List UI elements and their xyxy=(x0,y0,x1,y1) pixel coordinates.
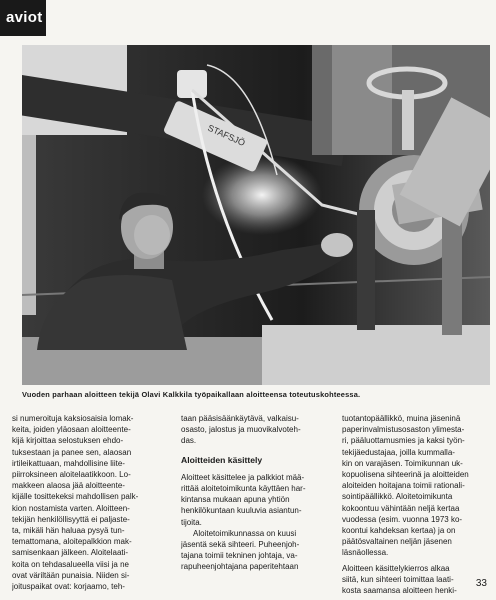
text-line: kijälle tosittekeksi mahdollisen palk- xyxy=(12,492,139,502)
section-subheading: Aloitteiden käsittely xyxy=(181,454,263,465)
section-title: aviot xyxy=(6,9,43,26)
text-line: taan pääsisäänkäytävä, valkaisu- xyxy=(181,414,299,423)
text-line: aloiteiden hoitajana toimii rationali- xyxy=(342,481,465,491)
text-line: vuodessa (esim. vuonna 1973 ko- xyxy=(342,514,463,524)
photo-caption: Vuoden parhaan aloitteen tekijä Olavi Kalkkila työpaikallaan aloitteensa toteutuskohteessa. xyxy=(22,390,361,399)
text-line: kijä kirjoittaa selostuksen ehdo- xyxy=(12,436,124,446)
text-line: tekijäedustajaa, joilla kummalla- xyxy=(342,447,455,457)
text-line: makkeen alaosa jää aloitteente- xyxy=(12,481,125,491)
text-line: kintansa mukaan apuna yhtiön xyxy=(181,495,290,505)
paragraph-1 xyxy=(12,413,162,592)
text-line: keita, joiden yläosaan aloitteente- xyxy=(12,425,131,435)
text-line: paperinvalmistusosaston ylimesta- xyxy=(342,425,465,435)
text-line: sointipäällikkö. Aloitetoimikunta xyxy=(342,492,453,502)
text-line: ri, pääluottamusmies ja kaksi työn- xyxy=(342,436,465,446)
text-line: Aloitteet käsittelee ja palkkiot mää- xyxy=(181,472,305,482)
text-line: das. xyxy=(181,436,197,446)
text-line: samisenkaan jälkeen. Aloitelaati- xyxy=(12,548,129,558)
text-line: koita on tehdasalueella viisi ja ne xyxy=(12,559,129,569)
text-line: rapuheenjohtajana paperitehtaan xyxy=(181,562,299,572)
text-line: kin on varajäsen. Toimikunnan uk- xyxy=(342,458,463,468)
text-line: päätösvaltainen neljän jäsenen xyxy=(342,537,452,547)
article-column-1 xyxy=(12,413,162,592)
paragraph-3 xyxy=(181,528,331,573)
text-line: ovat väriltään punaisia. Niiden si- xyxy=(12,570,130,580)
text-line: koontui kahdeksan kertaa) ja on xyxy=(342,526,456,536)
text-line: osasto, jalostus ja muovikalvoteh- xyxy=(181,425,301,435)
photo-illustration xyxy=(22,45,490,385)
text-line: tuotantopäällikkö, muina jäseninä xyxy=(342,414,461,423)
text-line: kion nostamista varten. Aloitteen- xyxy=(12,503,130,513)
text-line: irtileikattuaan, mahdollisine liite- xyxy=(12,458,125,468)
article-column-3 xyxy=(342,413,492,596)
text-line: kosta saamansa aloitteen henki- xyxy=(342,586,457,596)
page-number: 33 xyxy=(475,578,487,589)
text-line: si numeroituja kaksiosaisia lomak- xyxy=(12,414,134,423)
text-line: läsnäollessa. xyxy=(342,548,389,558)
text-line: jäsentä sekä sihteeri. Puheenjoh- xyxy=(181,540,300,550)
text-line: henkilökuntaan kuuluvia asiantun- xyxy=(181,506,302,516)
text-line: siitä, kun sihteeri toimittaa laati- xyxy=(342,574,454,584)
pump-label: STAFSJÖ xyxy=(206,122,247,149)
text-line: piirroksineen aloitelaatikkoon. Lo- xyxy=(12,470,131,480)
paragraph-4 xyxy=(342,413,492,559)
paragraph-5 xyxy=(342,563,492,597)
text-line: kokoontuu vähintään neljä kertaa xyxy=(342,503,460,513)
article-photo xyxy=(22,45,490,385)
paragraph-2 xyxy=(181,472,331,528)
text-line: Aloitteen käsittelykierros alkaa xyxy=(342,563,450,573)
text-line: tijoita. xyxy=(181,517,202,527)
text-line: tuksestaan ja panee sen, alaosan xyxy=(12,447,132,457)
text-line: Aloitetoimikunnassa on kuusi xyxy=(193,528,297,538)
text-line: rittää aloitetoimikunta käyttäen har- xyxy=(181,484,306,494)
text-line: tekijän henkilöllisyyttä ei paljaste- xyxy=(12,514,130,524)
article-column-2 xyxy=(181,413,331,573)
text-line: tajana toimii tekninen johtaja, va- xyxy=(181,551,298,561)
text-line: joituspaikat ovat: korjaamo, teh- xyxy=(12,582,125,592)
text-line: temattomana, aloitepalkkion mak- xyxy=(12,537,132,547)
text-line: kopuolisena sihteerinä ja aloitteiden xyxy=(342,470,469,480)
text-line: ta, mikäli hän haluaa pysyä tun- xyxy=(12,526,125,536)
paragraph-continued xyxy=(181,413,331,447)
